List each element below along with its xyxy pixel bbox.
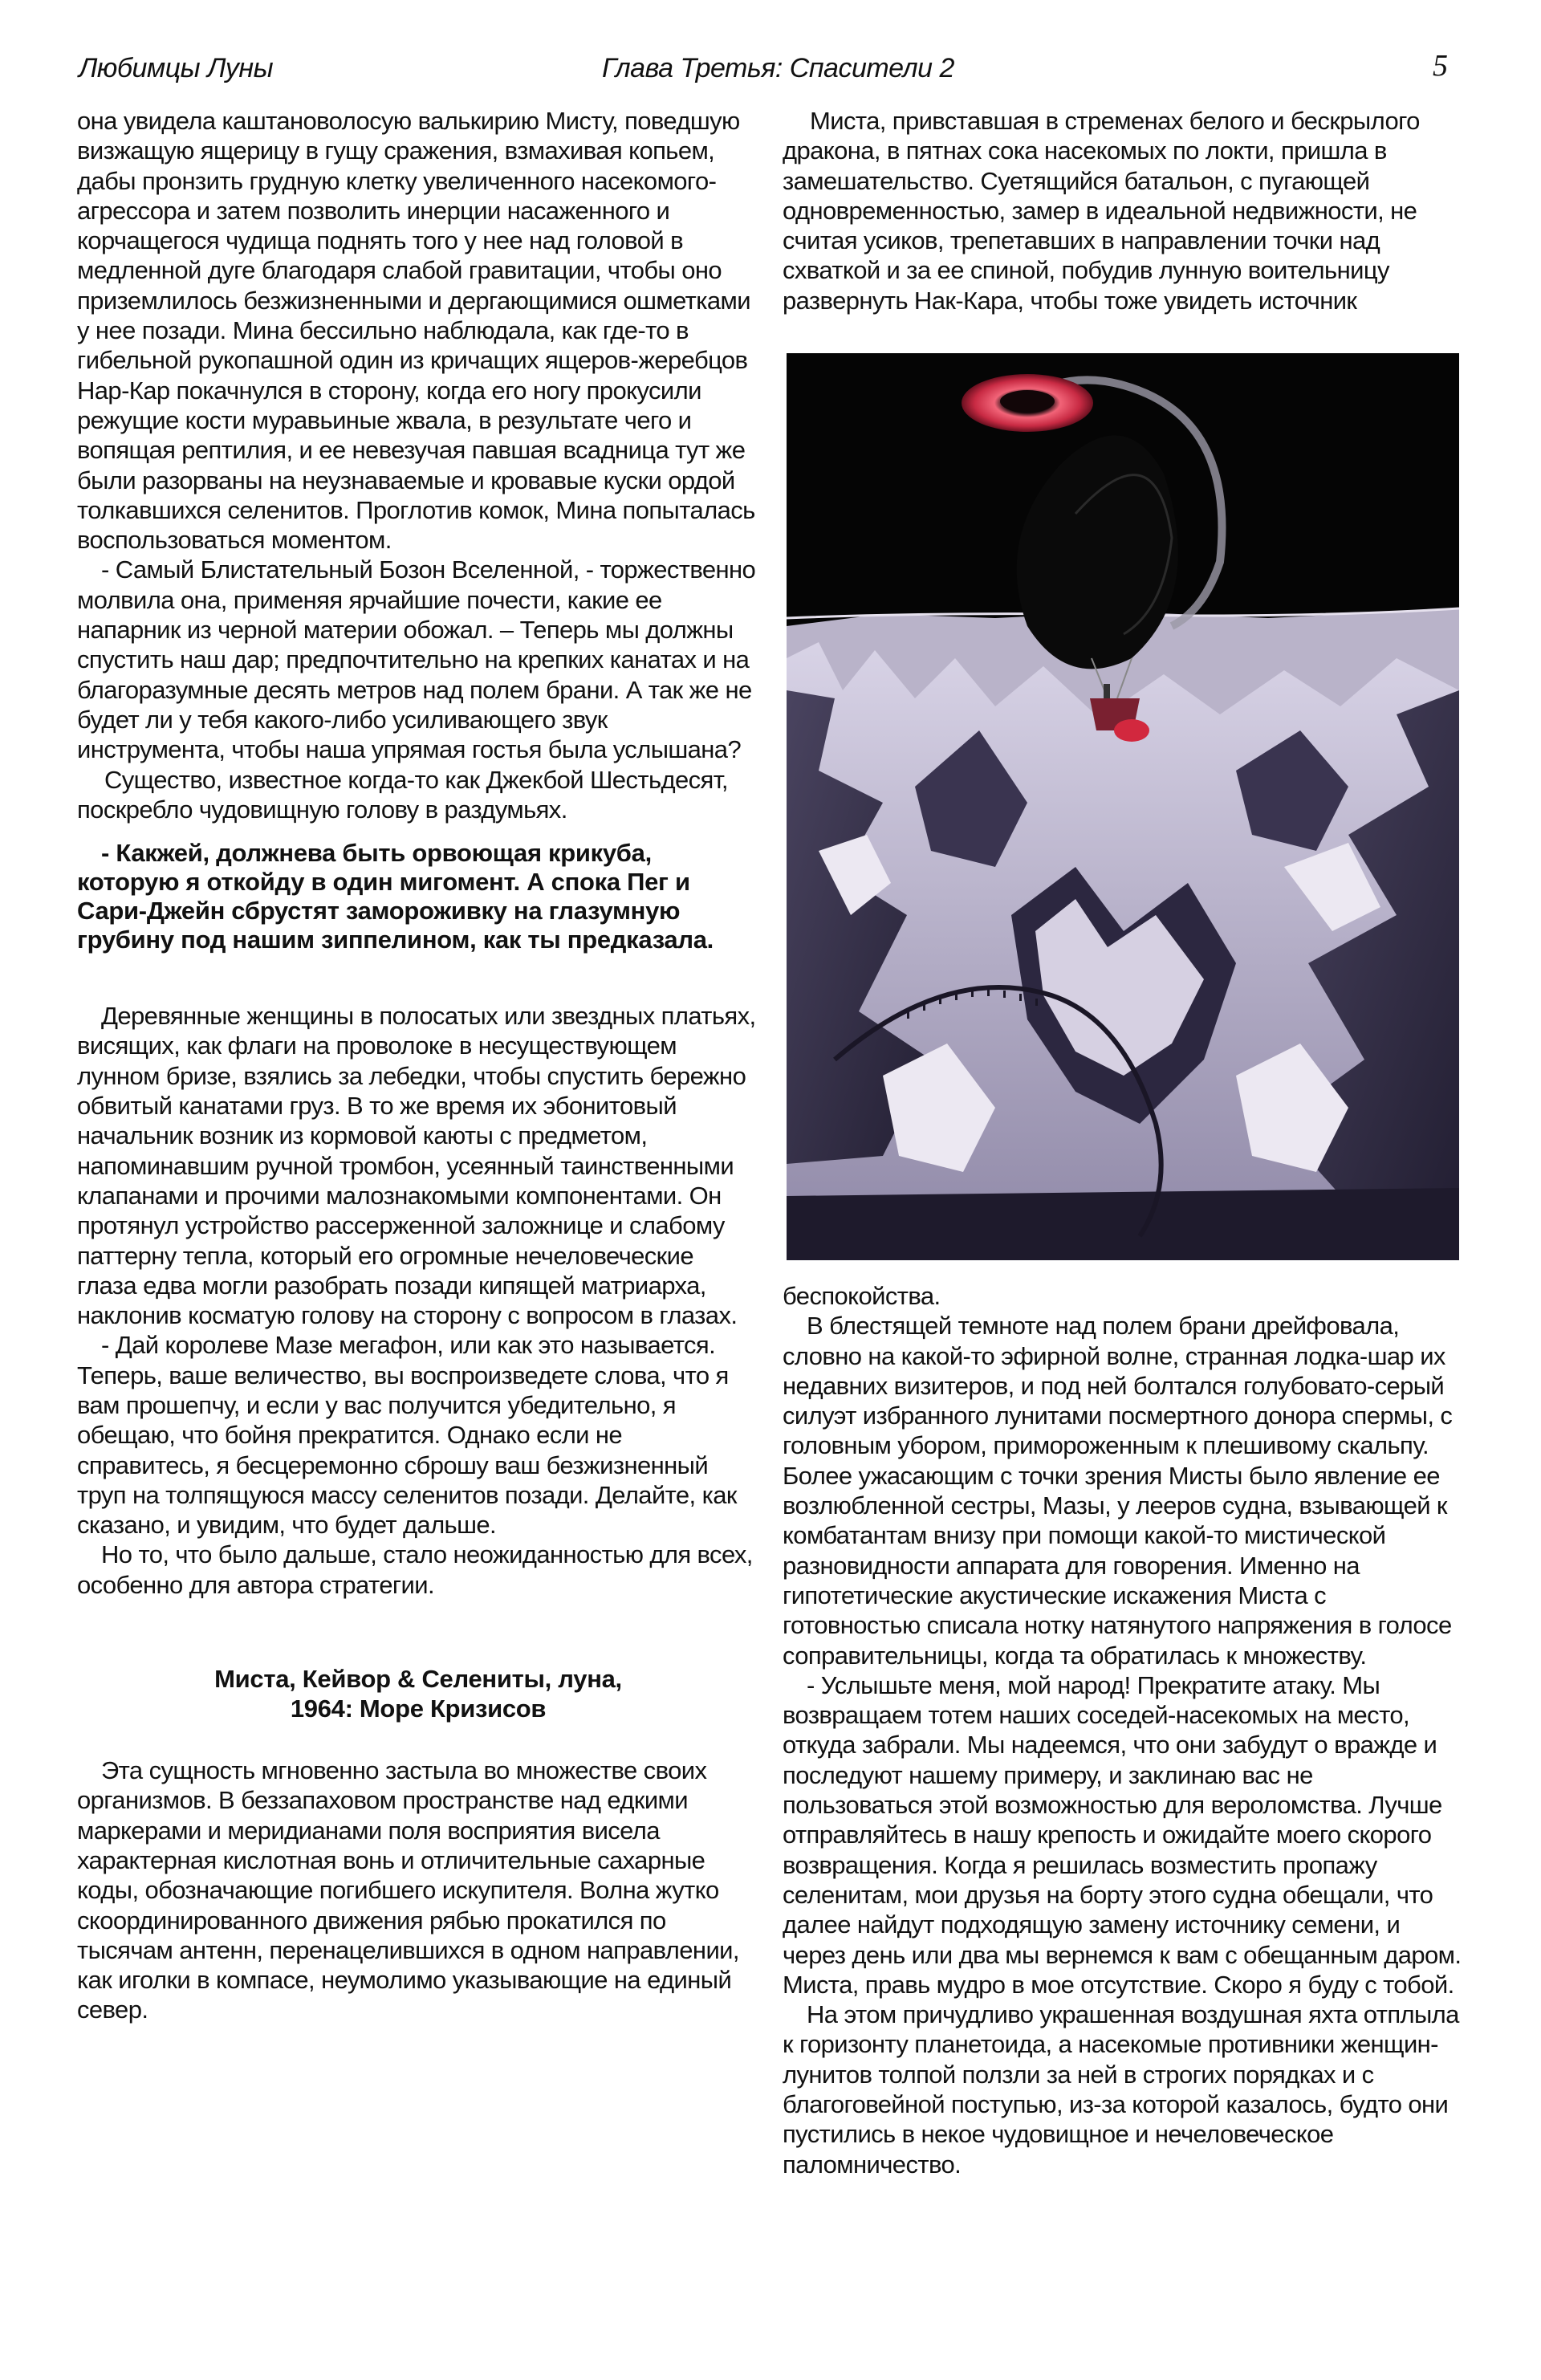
paragraph: - Услышьте меня, мой народ! Прекратите атаку. Мы возвращаем тотем наших соседей-насекомых на место, откуда забрали. Мы надеемся, что они забудут о вражде и последуют нашему примеру, и заклинаю вас не пользоваться этой возможностью для вероломства. Лучше отправляйтесь в нашу крепость и ожидайте моего скорого возвращения. Когда я решилась возместить пропажу селенитам, мои друзья на борту этого судна обещали, что далее найдут подходящую замену источнику семени, и через день или два мы вернемся к вам с обещанным даром. Миста, правь мудро в мое отсутствие. Скоро я буду с тобой.	[783, 1670, 1462, 1999]
airship-over-moonscape-illustration	[787, 353, 1459, 1260]
paragraph: - Дай королеве Мазе мегафон, или как это называется. Теперь, ваше величество, вы воспроизведете слова, что я вам прошепчу, и если у вас получится убедительно, я обещаю, что бойня прекратится. Однако если не справитесь, я бесцеремонно сброшу ваш безжизненный труп на толпящуюся массу селенитов позади. Делайте, как сказано, и увидим, что будет дальше.	[77, 1331, 737, 1540]
section-title-line: 1964: Море Кризисов	[290, 1694, 547, 1723]
paragraph: На этом причудливо украшенная воздушная яхта отплыла к горизонту планетоида, а насекомые противники женщин-лунитов толпой ползли за ней в строгих порядках и с благоговейной поступью, из-за которой казалось, будто они пустились в некое чудовищное и нечеловеческое паломничество.	[783, 2000, 1459, 2179]
paragraph: Миста, привставшая в стременах белого и бескрылого дракона, в пятнах сока насекомых по локти, пришла в замешательство. Суетящийся батальон, с пугающей одновременностью, замер в идеальной недвижности, не считая усиков, трепетавших в направлении точки над схваткой и за ее спиной, побудив лунную воительницу развернуть Нак-Кара, чтобы тоже увидеть источник	[783, 107, 1420, 315]
running-header-chapter-title: Глава Третья: Спасители 2	[602, 53, 954, 83]
dialogue-bold-paragraph: - Какжей, должнева быть орвоющая крикуба, которую я откойду в один мигомент. А спока Пег и Сари-Джейн сбрустят замороживку на глазумную грубину под нашим зиппелином, как ты предказала.	[77, 839, 714, 954]
section-title	[77, 1664, 759, 1723]
section-title-line: Миста, Кейвор & Селениты, луна,	[214, 1665, 622, 1694]
page-number: 5	[1433, 49, 1448, 83]
paragraph: Существо, известное когда-то как Джекбой Шестьдесят, поскребло чудовищную голову в раздумьях.	[77, 765, 728, 824]
paragraph: Но то, что было дальше, стало неожиданностью для всех, особенно для автора стратегии.	[77, 1540, 753, 1599]
paragraph: В блестящей темноте над полем брани дрейфовала, словно на какой-то эфирной волне, странная лодка-шар их недавних визитеров, и под ней болтался голубовато-серый силуэт избранного лунитами посмертного донора спермы, с головным убором, примороженным к плешивому скальпу. Более ужасающим с точки зрения Мисты было явление ее возлюбленной сестры, Мазы, у лееров судна, взывающей к комбатантам внизу при помощи какой-то мистической разновидности аппарата для говорения. Именно на гипотетические акустические искажения Миста с готовностью списала нотку натянутого напряжения в голосе соправительницы, когда та обратилась к множеству.	[783, 1312, 1453, 1670]
paragraph: Эта сущность мгновенно застыла во множестве своих организмов. В беззапаховом пространстве над едкими маркерами и меридианами поля восприятия висела характерная кислотная вонь и отличительные сахарные коды, обозначающие погибшего искупителя. Волна жутко скоординированного движения рябью прокатился по тысячам антенн, перенацелившихся в одном направлении, как иголки в компасе, неумолимо указывающие на единый север.	[77, 1756, 739, 2024]
right-text-column-top	[783, 106, 1465, 315]
left-text-column	[77, 106, 759, 2025]
paragraph: беспокойства.	[783, 1282, 941, 1310]
running-header-book-title: Любимцы Луны	[79, 53, 274, 83]
paragraph: Деревянные женщины в полосатых или звездных платьях, висящих, как флаги на проволоке в несуществующем лунном бризе, взялись за лебедки, чтобы спустить бережно обвитый канатами груз. В то же время их эбонитовый начальник возник из кормовой каюты с предметом, напоминавшим ручной тромбон, усеянный таинственными клапанами и прочими малознакомыми компонентами. Он протянул устройство рассерженной заложнице и слабому паттерну тепла, который его огромные нечеловеческие глаза едва могли разобрать позади кипящей матриарха, наклонив косматую голову на сторону с вопросом в глазах.	[77, 1002, 756, 1330]
paragraph: - Самый Блистательный Бозон Вселенной, - торжественно молвила она, применяя ярчайшие почести, какие ее напарник из черной материи обожал. – Теперь мы должны спустить наш дар; предпочтительно на крепких канатах и на благоразумные десять метров над полем брани. А так же не будет ли у тебя какого-либо усиливающего звук инструмента, чтобы наша упрямая гостья была услышана?	[77, 555, 756, 764]
right-text-column-bottom	[783, 1281, 1465, 2179]
paragraph: она увидела каштановолосую валькирию Мисту, поведшую визжащую ящерицу в гущу сражения, взмахивая копьем, дабы пронзить грудную клетку увеличенного насекомого-агрессора и затем позволить инерции насаженного и корчащегося чудища поднять того у нее над головой в медленной дуге благодаря слабой гравитации, чтобы оно приземлилось безжизненными и дергающимися ошметками у нее позади. Мина бессильно наблюдала, как где-то в гибельной рукопашной один из кричащих ящеров-жеребцов Нар-Кар покачнулся в сторону, когда его ногу прокусили режущие кости муравьиные жвала, в результате чего и вопящая рептилия, и ее невезучая павшая всадница тут же были разорваны на неузнаваемые и кровавые куски ордой толкавшихся селенитов. Проглотив комок, Мина попыталась воспользоваться моментом.	[77, 107, 755, 555]
